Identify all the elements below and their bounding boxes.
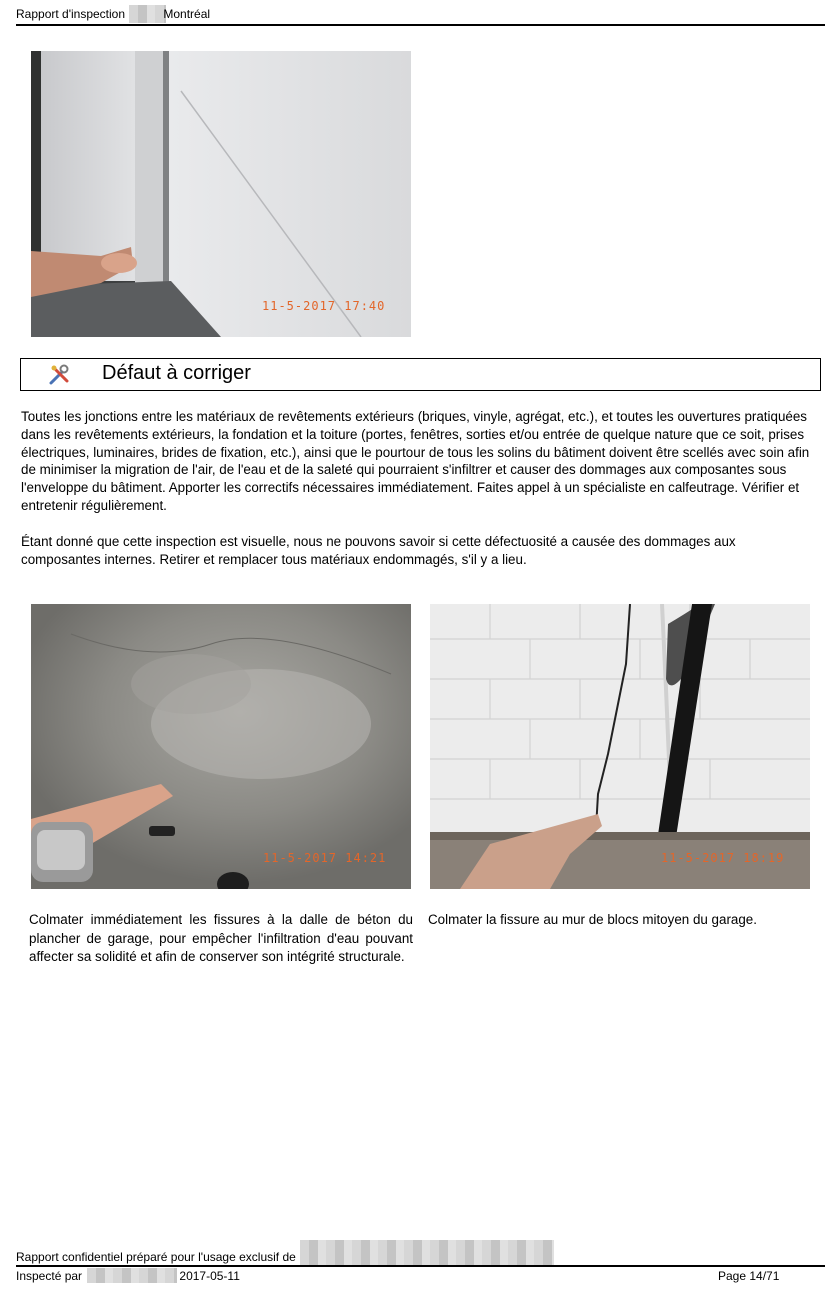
photo-timestamp: 11-5-2017 14:21: [263, 851, 387, 865]
photo-siding-corner: [31, 51, 411, 337]
photo-timestamp: 11-5-2017 18:19: [661, 851, 785, 865]
defect-description: Toutes les jonctions entre les matériaux de revêtements extérieurs (briques, vinyle, agrégat, etc.), et toutes les ouvertures pratiquées dans les revêtements extérieurs, la fondation et la toiture (portes, fenêtres, sorties et/ou entrée de quelque nature que ce soit, prises électriques, luminaires, brides de fixation, etc.), ainsi que le pourtour de tous les solins du bâtiment doivent être scellés avec soin afin de minimiser la migration de l'air, de l'eau et de la saleté qui pourraient s'infiltrer et causer des dommages aux composantes sous l'enveloppe du bâtiment. Apporter les correctifs nécessaires immédiatement. Faites appel à un spécialiste en calfeutrage. Vérifier et entretenir régulièrement.: [21, 409, 810, 513]
defect-section-header: [20, 358, 821, 391]
section-title: Défaut à corriger: [102, 362, 251, 384]
inspection-date: 2017-05-11: [179, 1269, 240, 1283]
page-header: [16, 6, 825, 26]
header-city: Montréal: [163, 7, 211, 22]
photo-timestamp: 11-5-2017 17:40: [262, 299, 386, 313]
photo-block-wall-crack: [430, 604, 810, 889]
inspected-by-label: Inspecté par: [16, 1269, 83, 1283]
confidential-notice: Rapport confidentiel préparé pour l'usage exclusif de: [16, 1250, 296, 1265]
photo-caption-wall: Colmater la fissure au mur de blocs mitoyen du garage.: [428, 912, 757, 927]
header-report-prefix: Rapport d'inspection: [16, 7, 126, 22]
photo-caption-slab: Colmater immédiatement les fissures à la dalle de béton du plancher de garage, pour empêcher l'infiltration d'eau pouvant affecter sa solidité et afin de conserver son intégrité structurale.: [29, 912, 413, 964]
inspection-note: Étant donné que cette inspection est visuelle, nous ne pouvons savoir si cette défectuosité a causée des dommages aux composantes internes. Retirer et remplacer tous matériaux endommagés, s'il y a lieu.: [21, 534, 736, 567]
footer-rule: [16, 1265, 825, 1267]
tools-icon: [48, 364, 70, 386]
photo-garage-slab: [31, 604, 411, 889]
page-number: Page 14/71: [718, 1269, 780, 1283]
redacted-address: [129, 5, 166, 23]
page-footer: [16, 1249, 825, 1285]
redacted-inspector-name: [87, 1268, 177, 1283]
redacted-client-name: [300, 1240, 554, 1266]
